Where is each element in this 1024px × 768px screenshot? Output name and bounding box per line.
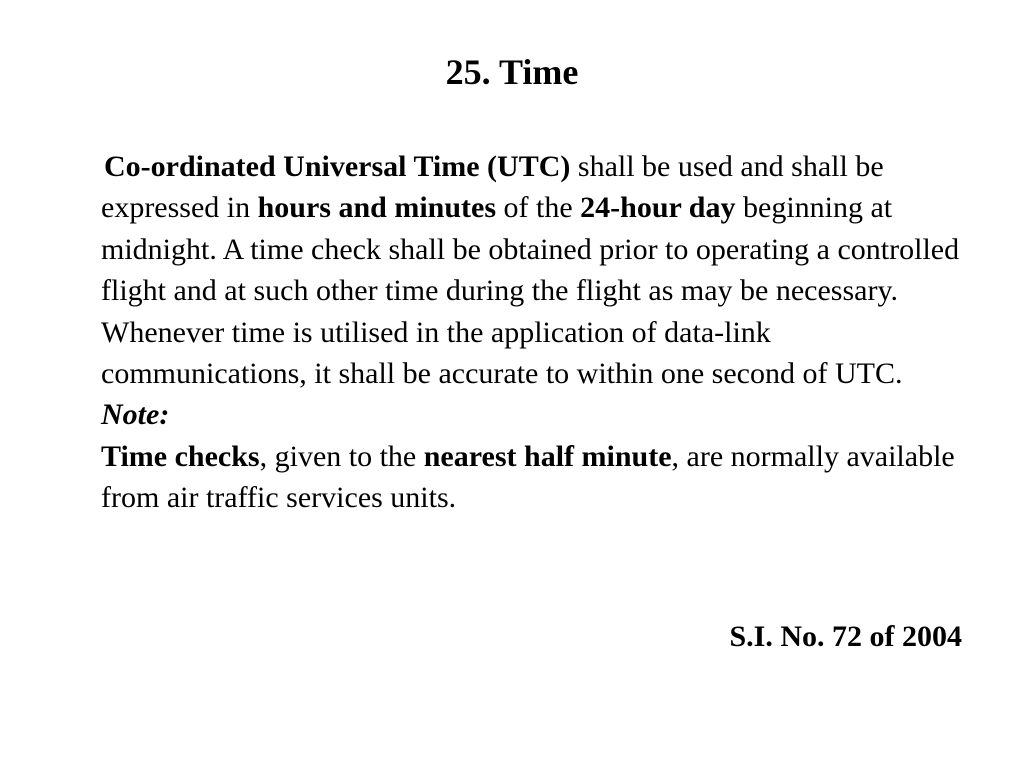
time-checks-term: Time checks [101, 439, 260, 473]
utc-paragraph [101, 146, 965, 394]
note-text-2: , are normally available from air traffic services units. [101, 439, 955, 515]
note-label: Note: [101, 398, 170, 432]
page-title: 25. Time [445, 52, 579, 92]
paragraph-text-2: of the [496, 191, 581, 225]
paragraph-text-3: beginning at midnight. A time check shall be obtained prior to operating a controlled flight and at such other time during the flight as may be necessary. Whenever time is utilised in the application of data-link communications, it shall be accurate to within one second of UTC. [101, 191, 960, 391]
hours-minutes-term: hours and minutes [257, 191, 497, 225]
note-text-1: , given to the [259, 439, 424, 473]
citation: S.I. No. 72 of 2004 [729, 620, 962, 653]
note-paragraph [101, 436, 965, 519]
nearest-half-minute-term: nearest half minute [423, 439, 672, 473]
24-hour-day-term: 24-hour day [580, 191, 736, 225]
paragraph-text-1: shall be used and shall be expressed in [101, 150, 884, 225]
body-text [101, 146, 965, 519]
utc-term: Co-ordinated Universal Time (UTC) [104, 150, 571, 183]
